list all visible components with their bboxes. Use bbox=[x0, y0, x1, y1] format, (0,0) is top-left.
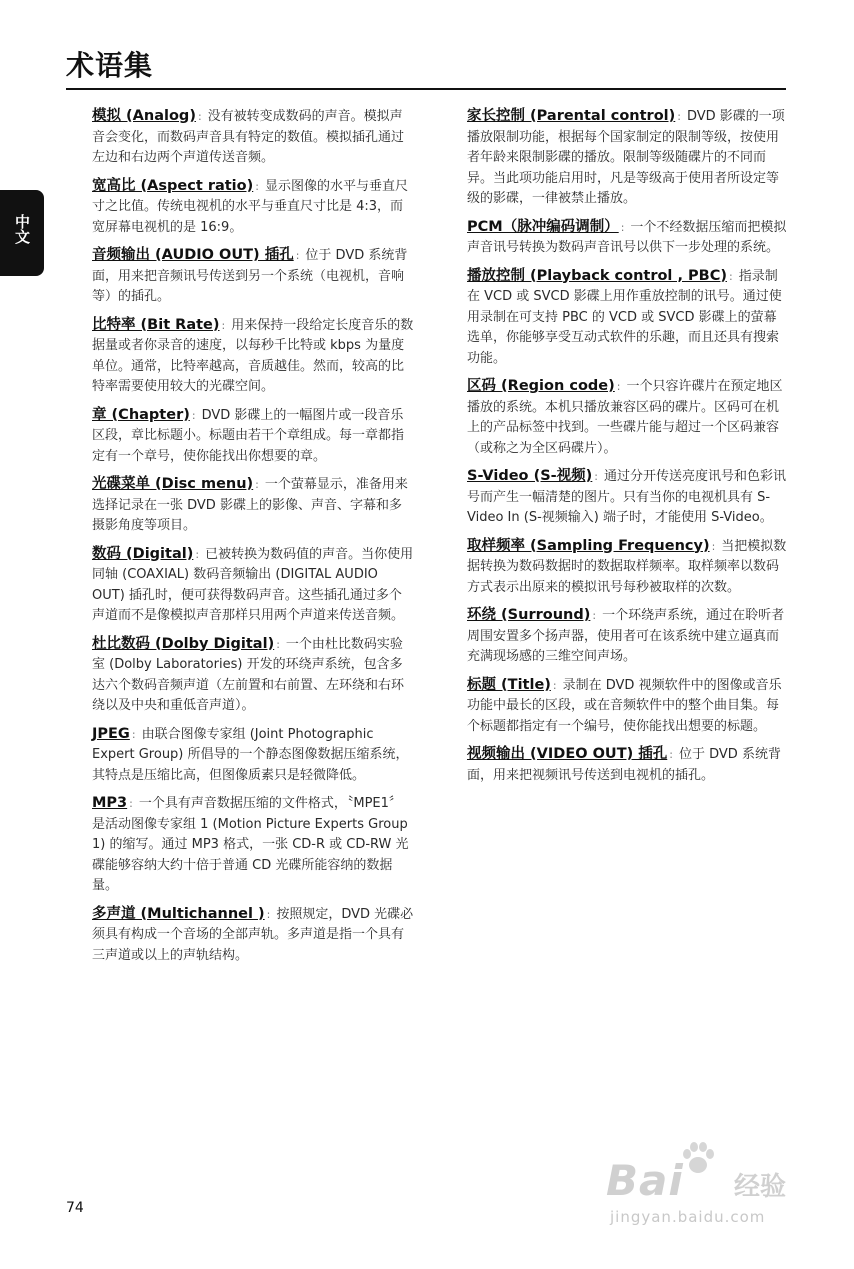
baidu-watermark bbox=[606, 1138, 806, 1228]
watermark-url: jingyan.baidu.com bbox=[610, 1208, 766, 1226]
glossary-description: 按照规定，DVD 光碟必须具有构成一个音场的全部声轨。多声道是指一个具有三声道或以上的声轨结构。 bbox=[92, 906, 414, 963]
glossary-term: 比特率 (Bit Rate) bbox=[92, 316, 220, 333]
glossary-description: DVD 影碟上的一幅图片或一段音乐区段，章比标题小。标题由若干个章组成。每一章都指定有一个章号，使你能找出你想要的章。 bbox=[92, 407, 405, 464]
glossary-term: 视频输出 (VIDEO OUT) 插孔 bbox=[467, 746, 668, 762]
glossary-entry bbox=[467, 376, 789, 459]
glossary-description: 位于 DVD 系统背面，用来把视频讯号传送到电视机的插孔。 bbox=[467, 747, 781, 783]
glossary-entry bbox=[92, 793, 414, 897]
glossary-description: 指录制在 VCD 或 SVCD 影碟上用作重放控制的讯号。通过使用录制在可支持 PBC 的 VCD 或 SVCD 影碟上的萤幕选单，你能够享受互动式软件的乐趣，而且还具有搜索功能。 bbox=[467, 268, 782, 366]
glossary-left-column bbox=[92, 106, 414, 973]
glossary-entry bbox=[467, 266, 789, 370]
glossary-term: 环绕 (Surround) bbox=[467, 607, 591, 623]
term-separator: : bbox=[197, 110, 202, 123]
glossary-term: S-Video (S-视频) bbox=[467, 468, 593, 484]
glossary-entry bbox=[467, 605, 789, 668]
term-separator: : bbox=[620, 220, 625, 234]
glossary-term: 模拟 (Analog) bbox=[92, 108, 196, 124]
term-separator: : bbox=[295, 249, 300, 262]
term-separator: : bbox=[616, 380, 621, 393]
glossary-description: 一个由杜比数码实验室 (Dolby Laboratories) 开发的环绕声系统，包含多达六个数码音频声道（左前置和右前置、左环绕和右环绕以及中央和重低音声道）。 bbox=[92, 636, 405, 713]
glossary-term: 区码 (Region code) bbox=[467, 378, 615, 394]
glossary-description: 位于 DVD 系统背面，用来把音频讯号传送到另一个系统（电视机，音响等）的插孔。 bbox=[92, 248, 408, 304]
glossary-description: DVD 影碟的一项播放限制功能，根据每个国家制定的限制等级，按使用者年龄来限制影碟的播放。限制等级随碟片的不同而异。当此项功能启用时，凡是等级高于使用者所设定等级的影碟，一律被禁止播放。 bbox=[467, 109, 785, 206]
glossary-right-column bbox=[467, 106, 789, 793]
term-separator: : bbox=[669, 748, 673, 761]
glossary-description: 当把模拟数据转换为数码数据时的数据取样频率。取样频率以数码方式表示出原来的模拟讯号每秒被取样的次数。 bbox=[467, 538, 787, 595]
glossary-term: 播放控制 (Playback control , PBC) bbox=[467, 267, 727, 284]
term-separator: : bbox=[221, 318, 226, 332]
glossary-term: 音频输出 (AUDIO OUT) 插孔 bbox=[92, 247, 294, 263]
glossary-term: 家长控制 (Parental control) bbox=[467, 108, 676, 124]
paw-icon bbox=[678, 1138, 718, 1178]
glossary-entry bbox=[92, 474, 414, 537]
glossary-entry bbox=[92, 634, 414, 717]
glossary-entry bbox=[92, 544, 414, 627]
glossary-term: 标题 (Title) bbox=[467, 676, 551, 693]
term-separator: : bbox=[728, 269, 733, 283]
glossary-description: 显示图像的水平与垂直尺寸之比值。传统电视机的水平与垂直尺寸比是 4:3，而宽屏幕电视机的是 16:9。 bbox=[92, 178, 408, 235]
glossary-term: 数码 (Digital) bbox=[92, 545, 194, 562]
glossary-entry bbox=[467, 217, 789, 259]
term-separator: : bbox=[711, 539, 716, 553]
glossary-entry bbox=[92, 315, 414, 398]
language-tab-label: 中文 bbox=[13, 214, 31, 244]
language-side-tab bbox=[0, 190, 44, 276]
glossary-description: 用来保持一段给定长度音乐的数据量或者你录音的速度，以每秒千比特或 kbps 为量度单位。通常，比特率越高，音质越佳。然而，较高的比特率需要使用较大的光碟空间。 bbox=[92, 317, 414, 394]
glossary-term: JPEG bbox=[92, 725, 130, 742]
glossary-description: 已被转换为数码值的声音。当你使用同轴 (COAXIAL) 数码音频输出 (DIGITAL AUDIO OUT) 插孔时，便可获得数码声音。这些插孔通过多个声道而不是像模拟声音那样只用两个声道来传送音频。 bbox=[92, 546, 414, 623]
glossary-entry bbox=[92, 904, 414, 967]
glossary-description: 没有被转变成数码的声音。模拟声音会变化，而数码声音具有特定的数值。模拟插孔通过左边和右边两个声道传送音频。 bbox=[92, 109, 405, 165]
term-separator: : bbox=[129, 797, 133, 810]
term-separator: : bbox=[191, 408, 196, 422]
glossary-entry bbox=[92, 176, 414, 239]
glossary-entry bbox=[92, 405, 414, 468]
glossary-entry bbox=[92, 106, 414, 169]
glossary-entry bbox=[92, 245, 414, 308]
glossary-entry bbox=[467, 536, 789, 599]
glossary-term: 章 (Chapter) bbox=[92, 406, 190, 423]
term-separator: : bbox=[255, 478, 259, 491]
watermark-brand-suffix: 经验 bbox=[734, 1172, 787, 1202]
term-separator: : bbox=[677, 110, 681, 123]
term-separator: : bbox=[255, 179, 259, 193]
term-separator: : bbox=[266, 907, 271, 921]
glossary-description: 一个只容许碟片在预定地区播放的系统。本机只播放兼容区码的碟片。区码可在机上的产品标签中找到。一些碟片能与超过一个区码兼容（或称之为全区码碟片）。 bbox=[467, 379, 783, 456]
page-title: 术语集 bbox=[66, 49, 154, 82]
glossary-description: 录制在 DVD 视频软件中的图像或音乐功能中最长的区段，或在音频软件中的整个曲目集。每个标题都指定有一个编号，使你能找出想要的标题。 bbox=[467, 677, 782, 734]
glossary-entry bbox=[92, 724, 414, 787]
glossary-description: 一个环绕声系统，通过在聆听者周围安置多个扬声器，使用者可在该系统中建立逼真而充满现场感的三维空间声场。 bbox=[467, 608, 785, 664]
glossary-entry bbox=[467, 106, 789, 210]
glossary-description: 由联合图像专家组 (Joint Photographic Expert Group) 所倡导的一个静态图像数据压缩系统，其特点是压缩比高，但图像质素只是轻微降低。 bbox=[92, 726, 409, 783]
title-divider bbox=[66, 88, 786, 90]
glossary-entry bbox=[467, 744, 789, 786]
term-separator: : bbox=[592, 609, 597, 622]
glossary-entry bbox=[467, 466, 789, 529]
watermark-brand: Bai bbox=[606, 1156, 684, 1205]
term-separator: : bbox=[131, 727, 136, 741]
glossary-description: 一个具有声音数据压缩的文件格式，〝MPE1〞 是活动图像专家组 1 (Motion Picture Experts Group 1) 的缩写。通过 MP3 格式，一张 CD-R 或 CD-RW 光碟能够容纳大约十倍于普通 CD 光碟所能容纳的数据量。 bbox=[92, 796, 409, 893]
term-separator: : bbox=[195, 547, 200, 561]
page-number: 74 bbox=[66, 1200, 84, 1216]
glossary-entry bbox=[467, 675, 789, 738]
glossary-description: 一个不经数据压缩而把模拟声音讯号转换为数码声音讯号以供下一步处理的系统。 bbox=[467, 219, 787, 255]
glossary-term: 多声道 (Multichannel ) bbox=[92, 905, 265, 922]
glossary-term: 取样频率 (Sampling Frequency) bbox=[467, 537, 710, 554]
glossary-term: 杜比数码 (Dolby Digital) bbox=[92, 635, 275, 652]
glossary-description: 通过分开传送亮度讯号和色彩讯号而产生一幅清楚的图片。只有当你的电视机具有 S-Video In (S-视频输入) 端子时，才能使用 S-Video。 bbox=[467, 469, 787, 525]
glossary-term: 光碟菜单 (Disc menu) bbox=[92, 476, 254, 492]
term-separator: : bbox=[552, 678, 557, 692]
glossary-term: 宽高比 (Aspect ratio) bbox=[92, 177, 254, 194]
glossary-description: 一个萤幕显示，准备用来选择记录在一张 DVD 影碟上的影像、声音、字幕和多摄影角度等项目。 bbox=[92, 477, 408, 533]
glossary-term: PCM（脉冲编码调制） bbox=[467, 218, 619, 235]
glossary-term: MP3 bbox=[92, 795, 128, 811]
term-separator: : bbox=[594, 470, 599, 483]
term-separator: : bbox=[276, 637, 280, 651]
